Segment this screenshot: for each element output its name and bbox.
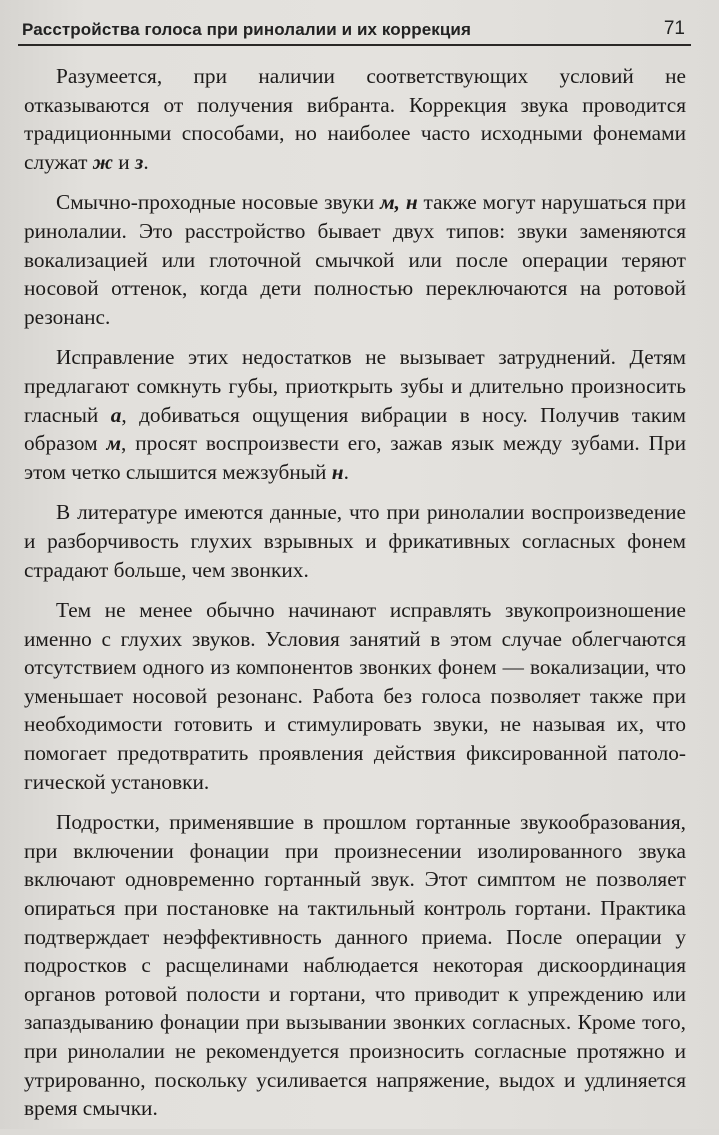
paragraph [24,808,686,1123]
emphasized-letter: м [106,431,122,456]
paragraph [24,62,686,176]
paragraph [24,498,686,584]
text-run: , добиваться ощущения вибрации в носу. Получив таким образом [24,402,686,456]
text-run: . [343,459,349,484]
emphasized-letter: а [110,402,122,427]
text-run: . [143,149,149,174]
emphasized-letter: м, н [380,190,418,215]
text-run: Тем не менее обычно начинают исправлять звукопроизношение именно с глухих звуков. Условия занятий в этом случае облегчаются отсутствием одного из компонентов звонких фонем — вокализации, что уменьшает носовой резонанс. Работа без голоса позволяет также при необходимости готовить и стимулировать звуки, не называя их, что помогает предотвратить проявления действия фиксированной патологической установки. [24,598,686,794]
paragraph [24,596,686,796]
body-text [24,62,686,1135]
text-run: также могут нарушаться при ринолалии. Это расстройство бывает двух типов: звуки заменяются вокализацией или глоточной смычкой или после операции теряют носовой оттенок, когда дети полностью переключаются на ротовой резонанс. [24,190,687,329]
text-run: Разумеется, при наличии соответствующих условий не отказываются от получения вибранта. Коррекция звука проводится традиционными способами, но наиболее часто исходными фонемами служат [24,64,686,174]
emphasized-letter: н [331,459,344,484]
text-run: В литературе имеются данные, что при ринолалии воспроизведение и разборчивость глухих взрывных и фрикативных согласных фонем страдают больше, чем звонких. [24,500,686,582]
paragraph [24,188,686,331]
page-number: 71 [663,18,685,39]
text-run: Исправление этих недостатков не вызывает затруднений. Детям предлагают сомкнуть губы, приоткрыть зубы и длительно произносить гласный [24,345,686,427]
emphasized-letter: ж [92,149,113,174]
text-run: Смычно-проходные носовые звуки [56,190,381,215]
running-title: Расстройства голоса при ринолалии и их коррекция [22,20,471,39]
text-run: Подростки, применявшие в прошлом гортанные звукообразования, при включении фонации при произнесении изолированного звука включают одновременно гортанный звук. Этот симптом не позволяет опираться при постановке на тактильный контроль гортани. Практика подтверждает неэффективность данного приема. После операции у подростков с расщелинами наблюдается некоторая дискоординация органов ротовой полости и гортани, что приводит к упреждению или запаздыванию фонации при вызывании звонких согласных. Кроме того, при ринолалии не рекомендуется произносить согласные протяжно и утрированно, поскольку усиливается напряжение, выдох и удлиняется время смычки. [24,810,686,1121]
paragraph [24,343,686,486]
text-run: и [112,149,136,174]
running-header [18,18,691,46]
emphasized-letter: з [135,149,144,174]
text-run: , просят воспроизвести его, зажав язык между зубами. При этом четко слышится межзубный [24,431,686,484]
